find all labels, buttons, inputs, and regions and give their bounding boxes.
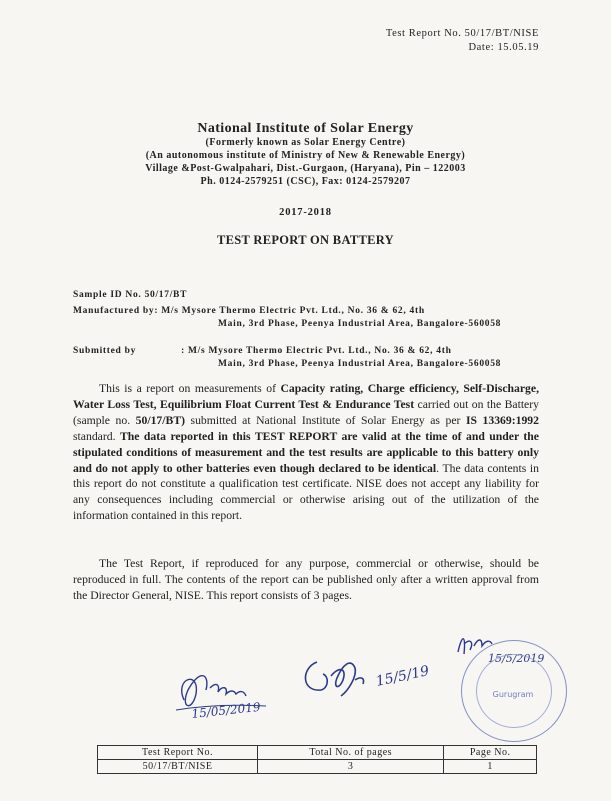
institute-formerly: (Formerly known as Solar Energy Centre) — [205, 137, 406, 148]
sample-id-value: 50/17/BT — [144, 290, 188, 300]
footer-value-page-no: 1 — [444, 760, 537, 774]
footer-table-value-row — [98, 760, 537, 774]
manufactured-line1: M/s Mysore Thermo Electric Pvt. Ltd., No. 36 & 62, 4th — [161, 306, 425, 316]
footer-value-total-pages: 3 — [258, 760, 444, 774]
signature-1 — [170, 660, 280, 722]
report-date: Date: 15.05.19 — [468, 42, 539, 53]
document-title: TEST REPORT ON BATTERY — [217, 233, 394, 247]
report-number: Test Report No. 50/17/BT/NISE — [385, 28, 539, 39]
reproduction-notice-paragraph: The Test Report, if reproduced for any purpose, commercial or otherwise, should be reproduced in full. The contents of the report can be published only after a written approval from the Director General, NISE. This report consists of 3 pages. — [73, 557, 539, 602]
footer-header-total-pages: Total No. of pages — [258, 746, 444, 760]
footer-table — [97, 745, 537, 774]
report-description-paragraph: This is a report on measurements of Capacity rating, Charge efficiency, Self-Discharge, Water Loss Test, Equilibrium Float Current Test & Endurance Test carried out on the Battery (sample no. 50/17/BT) submitted at National Institute of Solar Energy as per IS 13369:1992 standard. The data reported in this TEST REPORT are valid at the time of and under the stipulated conditions of measurement and the test results are applicable to this battery only and do not apply to other batteries even though declared to be identical. The data contents in this report do not constitute a qualification test certificate. NISE does not accept any liability for any consequences including commercial or otherwise arising out of the utilization of the information contained in this report. — [73, 382, 539, 523]
report-reference — [386, 27, 539, 55]
sample-id-label: Sample ID No. — [73, 290, 142, 300]
institute-address: Village &Post-Gwalpahari, Dist.-Gurgaon, (Haryana), Pin – 122003 — [145, 163, 466, 174]
footer-header-report-no: Test Report No. — [98, 746, 258, 760]
signature-3-date: 15/5/2019 — [488, 652, 545, 665]
submitted-by — [73, 345, 543, 371]
report-year: 2017-2018 — [279, 207, 332, 218]
institute-phone: Ph. 0124-2579251 (CSC), Fax: 0124-2579207 — [200, 176, 411, 187]
stamp-text — [461, 640, 565, 740]
manufactured-by — [73, 305, 543, 331]
manufactured-line2: Main, 3rd Phase, Peenya Industrial Area, Bangalore-560058 — [218, 319, 502, 329]
signature-1-date: 15/05/2019 — [190, 699, 262, 721]
signature-2-date: 15/5/19 — [374, 663, 431, 690]
sample-id — [73, 289, 187, 302]
submitted-line1: : M/s Mysore Thermo Electric Pvt. Ltd., No. 36 & 62, 4th — [181, 346, 452, 356]
footer-header-page-no: Page No. — [444, 746, 537, 760]
submitted-label: Submitted by — [73, 346, 137, 356]
footer-value-report-no: 50/17/BT/NISE — [98, 760, 258, 774]
institute-name: National Institute of Solar Energy — [197, 121, 414, 136]
submitted-line2: Main, 3rd Phase, Peenya Industrial Area, Bangalore-560058 — [218, 359, 502, 369]
footer-table-header-row — [98, 746, 537, 760]
svg-text:Gurugram: Gurugram — [492, 690, 534, 699]
institute-autonomous: (An autonomous institute of Ministry of New & Renewable Energy) — [145, 150, 466, 161]
signature-2 — [295, 640, 445, 710]
manufactured-label: Manufactured by: — [73, 306, 159, 316]
